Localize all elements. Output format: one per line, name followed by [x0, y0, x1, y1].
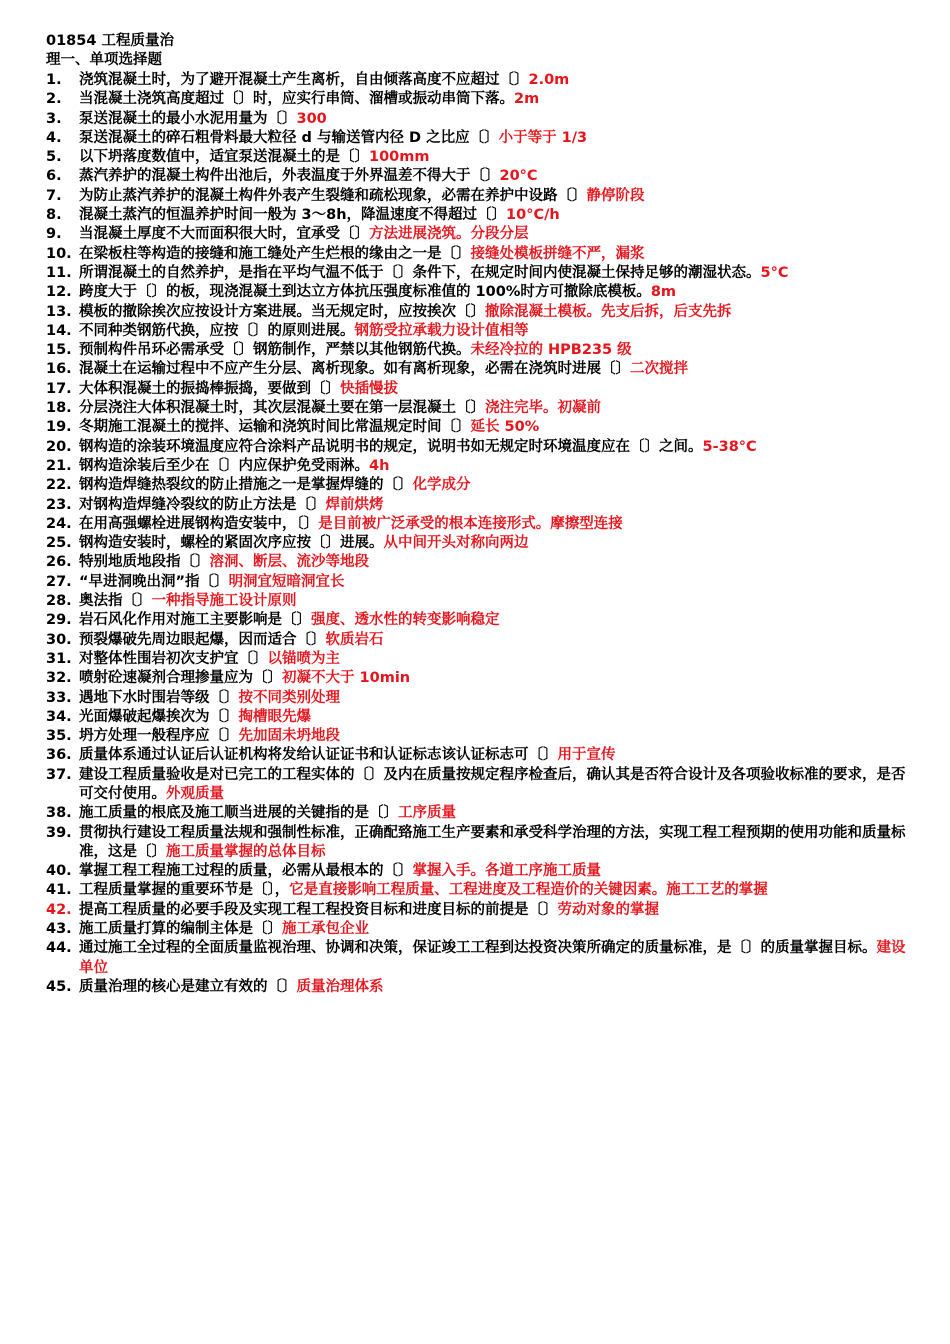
answer-text: 先加固未坍地段 [238, 728, 340, 745]
question-body [79, 438, 906, 457]
question-item [46, 245, 906, 264]
question-number: 13. [46, 303, 72, 320]
question-text: 不同种类钢筋代换，应按〔〕的原则进展。 [79, 322, 355, 339]
question-text: 钢构造的涂装环境温度应符合涂料产品说明书的规定，说明书如无规定时环境温度应在〔〕之间。 [79, 438, 703, 455]
question-text: 钢构造焊缝热裂纹的防止措施之一是掌握焊缝的〔〕 [79, 477, 413, 494]
question-item [46, 187, 906, 206]
question-text: 蒸汽养护的混凝土构件出池后，外表温度于外界温差不得大于〔〕 [79, 168, 500, 185]
question-number: 5. [46, 149, 62, 166]
question-body [79, 264, 906, 283]
question-item [46, 611, 906, 630]
answer-text: 是目前被广泛承受的根本连接形式。摩擦型连接 [318, 515, 623, 532]
question-body [79, 631, 906, 650]
question-body [79, 881, 906, 900]
question-item [46, 322, 906, 341]
question-number: 36. [46, 747, 72, 764]
question-text: 钢构造安装时，螺栓的紧固次序应按〔〕进展。 [79, 535, 384, 552]
answer-text: 10°C/h [506, 207, 560, 224]
question-number: 31. [46, 650, 72, 667]
question-item [46, 592, 906, 611]
question-number: 19. [46, 419, 72, 436]
question-body [79, 669, 906, 688]
question-item [46, 110, 906, 129]
answer-text: 掏槽眼先爆 [238, 708, 311, 725]
question-number: 26. [46, 554, 72, 571]
answer-text: 撤除混凝土模板。先支后拆，后支先拆 [485, 303, 732, 320]
question-item [46, 71, 906, 90]
question-body [79, 534, 906, 553]
question-body [79, 71, 906, 90]
question-item [46, 650, 906, 669]
question-text: 遇地下水时围岩等级〔〕 [79, 689, 239, 706]
question-text: 奥法指〔〕 [79, 593, 152, 610]
question-number: 25. [46, 535, 72, 552]
question-item [46, 167, 906, 186]
question-text: 对钢构造焊缝冷裂纹的防止方法是〔〕 [79, 496, 326, 513]
question-text: 提高工程质量的必要手段及实现工程工程投资目标和进度目标的前提是〔〕 [79, 901, 558, 918]
question-body [79, 862, 906, 881]
question-number: 37. [46, 766, 72, 783]
question-list [46, 71, 906, 997]
section-heading: 理一、单项选择题 [46, 52, 162, 68]
question-item [46, 264, 906, 283]
question-body [79, 418, 906, 437]
answer-text: 外观质量 [166, 785, 224, 802]
answer-text: 劳动对象的掌握 [557, 901, 659, 918]
question-number: 4. [46, 129, 62, 146]
question-item [46, 496, 906, 515]
question-number: 43. [46, 921, 72, 938]
answer-text: 浇注完毕。初凝前 [485, 400, 601, 417]
question-text: “早进洞晚出洞”指〔〕 [79, 573, 229, 590]
question-number: 44. [46, 940, 72, 957]
question-text: 预制构件吊环必需承受〔〕钢筋制作，严禁以其他钢筋代换。 [79, 342, 471, 359]
question-body [79, 380, 906, 399]
question-text: 掌握工程工程施工过程的质量，必需从最根本的〔〕 [79, 863, 413, 880]
question-number: 28. [46, 593, 72, 610]
question-number: 11. [46, 264, 72, 281]
question-body [79, 457, 906, 476]
question-body [79, 245, 906, 264]
question-item [46, 573, 906, 592]
question-body [79, 129, 906, 148]
question-body [79, 90, 906, 109]
question-text: 以下坍落度数值中，适宜泵送混凝土的是〔〕 [79, 149, 369, 166]
question-number: 7. [46, 187, 62, 204]
question-text: 混凝土在运输过程中不应产生分层、离析现象。如有离析现象，必需在浇筑时进展〔〕 [79, 361, 630, 378]
question-text: 特别地质地段指〔〕 [79, 554, 210, 571]
question-number: 39. [46, 824, 72, 841]
question-body [79, 573, 906, 592]
question-text: 施工质量的根底及施工顺当进展的关键指的是〔〕 [79, 805, 398, 822]
answer-text: 8m [650, 284, 677, 301]
question-body [79, 708, 906, 727]
question-item [46, 862, 906, 881]
question-item [46, 553, 906, 572]
question-number: 6. [46, 168, 62, 185]
question-text: 当混凝土厚度不大而面积很大时，宜承受〔〕 [79, 226, 369, 243]
question-number: 12. [46, 284, 72, 301]
answer-text: 300 [296, 110, 327, 127]
question-body [79, 206, 906, 225]
question-item [46, 438, 906, 457]
question-number: 32. [46, 670, 72, 687]
question-number: 22. [46, 477, 72, 494]
answer-text: 施工承包企业 [282, 921, 369, 938]
question-item [46, 515, 906, 534]
question-text: 泵送混凝土的最小水泥用量为〔〕 [79, 110, 297, 127]
question-item [46, 534, 906, 553]
question-text: 跨度大于〔〕的板，现浇混凝土到达立方体抗压强度标准值的 100%时方可撤除底模板。 [79, 284, 651, 301]
question-body [79, 496, 906, 515]
answer-text: 2.0m [528, 72, 570, 88]
question-item [46, 457, 906, 476]
question-text: 钢构造涂装后至少在〔〕内应保护免受雨淋。 [79, 457, 369, 474]
question-number: 29. [46, 612, 72, 629]
question-number: 15. [46, 342, 72, 359]
answer-text: 静停阶段 [586, 187, 645, 204]
question-body [79, 360, 906, 379]
answer-text: 5-38°C [702, 438, 757, 455]
question-item [46, 939, 906, 978]
question-number: 21. [46, 457, 72, 474]
question-text: 混凝土蒸汽的恒温养护时间一般为 3～8h，降温速度不得超过〔〕 [79, 207, 507, 224]
answer-text: 二次搅拌 [630, 361, 688, 378]
question-body [79, 515, 906, 534]
question-text: 工程质量掌握的重要环节是〔〕， [79, 882, 290, 899]
answer-text: 掌握入手。各道工序施工质量 [412, 863, 601, 880]
answer-text: 快插慢拔 [340, 380, 398, 397]
question-number: 30. [46, 631, 72, 648]
question-body [79, 611, 906, 630]
answer-text: 焊前烘烤 [325, 496, 384, 513]
question-number: 24. [46, 515, 72, 532]
question-text: 冬期施工混凝土的搅拌、运输和浇筑时间比常温规定时间〔〕 [79, 419, 471, 436]
question-body [79, 225, 906, 244]
question-number: 2. [46, 91, 62, 108]
question-body [79, 322, 906, 341]
question-body [79, 901, 906, 920]
answer-text: 方法进展浇筑。分段分层 [369, 226, 529, 243]
question-item [46, 225, 906, 244]
question-item [46, 90, 906, 109]
question-body [79, 303, 906, 322]
question-item [46, 689, 906, 708]
question-body [79, 283, 906, 302]
question-text: 贯彻执行建设工程质量法规和强制性标准，正确配臵施工生产要素和承受科学治理的方法，实现工程工程预期的使用功能和质量标准，这是〔〕 [79, 824, 906, 860]
question-item [46, 380, 906, 399]
answer-text: 100mm [369, 149, 430, 166]
answer-text: 2m [514, 91, 540, 108]
question-body [79, 939, 906, 978]
answer-text: 20°C [499, 168, 538, 185]
answer-text: 从中间开头对称向两边 [383, 535, 529, 552]
question-item [46, 901, 906, 920]
question-item [46, 148, 906, 167]
answer-text: 溶洞、断层、流沙等地段 [209, 554, 369, 571]
question-number: 14. [46, 322, 72, 339]
question-item [46, 360, 906, 379]
answer-text: 延长 50% [470, 419, 540, 436]
question-text: 在梁板柱等构造的接缝和施工缝处产生烂根的缘由之一是〔〕 [79, 245, 471, 262]
question-number: 38. [46, 805, 72, 822]
document-page [46, 32, 906, 997]
question-body [79, 824, 906, 863]
question-item [46, 399, 906, 418]
question-number: 18. [46, 400, 72, 417]
answer-text: 按不同类别处理 [238, 689, 340, 706]
question-item [46, 881, 906, 900]
question-body [79, 341, 906, 360]
answer-text: 建设单位 [79, 940, 906, 976]
question-text: 施工质量打算的编制主体是〔〕 [79, 921, 282, 938]
question-text: 分层浇注大体积混凝土时，其次层混凝土要在第一层混凝土〔〕 [79, 400, 485, 417]
question-item [46, 476, 906, 495]
question-number: 27. [46, 573, 72, 590]
question-number: 9. [46, 226, 62, 243]
question-item [46, 746, 906, 765]
question-text: 喷射砼速凝剂合理掺量应为〔〕 [79, 670, 282, 687]
answer-text: 强度、透水性的转变影响稳定 [311, 612, 500, 629]
question-body [79, 920, 906, 939]
question-number: 3. [46, 110, 62, 127]
question-number: 16. [46, 361, 72, 378]
question-item [46, 341, 906, 360]
question-text: 在用高强螺栓进展钢构造安装中，〔〕 [79, 515, 319, 532]
question-body [79, 110, 906, 129]
question-number: 17. [46, 380, 72, 397]
question-number: 8. [46, 207, 62, 224]
answer-text: 质量治理体系 [296, 978, 384, 995]
question-number: 42. [46, 901, 72, 918]
question-body [79, 148, 906, 167]
question-body [79, 978, 906, 997]
question-item [46, 631, 906, 650]
question-number: 45. [46, 978, 72, 995]
answer-text: 它是直接影响工程质量、工程进度及工程造价的关键因素。施工工艺的掌握 [289, 882, 768, 899]
answer-text: 一种指导施工设计原则 [151, 593, 297, 610]
question-body [79, 727, 906, 746]
question-item [46, 669, 906, 688]
question-number: 40. [46, 863, 72, 880]
question-text: 浇筑混凝土时，为了避开混凝土产生离析，自由倾落高度不应超过〔〕 [79, 72, 529, 88]
answer-text: 4h [369, 457, 390, 474]
question-number: 34. [46, 708, 72, 725]
question-number: 10. [46, 245, 72, 262]
answer-text: 施工质量掌握的总体目标 [166, 843, 326, 860]
question-text: 为防止蒸汽养护的混凝土构件外表产生裂缝和疏松现象，必需在养护中设路〔〕 [79, 187, 587, 204]
question-text: 质量治理的核心是建立有效的〔〕 [79, 978, 297, 995]
question-text: 通过施工全过程的全面质量监视治理、协调和决策，保证竣工工程到达投资决策所确定的质量标准，是〔〕的质量掌握目标。 [79, 940, 877, 957]
answer-text: 钢筋受拉承载力设计值相等 [354, 322, 529, 339]
answer-text: 未经冷拉的 HPB235 级 [470, 342, 632, 359]
question-body [79, 689, 906, 708]
question-item [46, 727, 906, 746]
question-text: 坍方处理一般程序应〔〕 [79, 728, 239, 745]
question-text: 建设工程质量验收是对已完工的工程实体的〔〕及内在质量按规定程序检查后，确认其是否符合设计及各项验收标准的要求，是否可交付使用。 [79, 766, 906, 802]
question-body [79, 746, 906, 765]
question-text: 光面爆破起爆挨次为〔〕 [79, 708, 239, 725]
question-number: 33. [46, 689, 72, 706]
question-text: 泵送混凝土的碎石粗骨料最大粒径 d 与输送管内径 D 之比应〔〕 [79, 129, 499, 146]
question-number: 35. [46, 728, 72, 745]
question-body [79, 187, 906, 206]
question-body [79, 766, 906, 805]
question-item [46, 283, 906, 302]
answer-text: 接缝处模板拼缝不严，漏浆 [470, 245, 645, 262]
question-item [46, 418, 906, 437]
answer-text: 用于宣传 [557, 747, 616, 764]
question-number: 23. [46, 496, 72, 513]
question-text: 大体积混凝土的振捣棒振捣，要做到〔〕 [79, 380, 340, 397]
question-item [46, 303, 906, 322]
question-item [46, 920, 906, 939]
question-body [79, 167, 906, 186]
answer-text: 以锚喷为主 [267, 650, 340, 667]
question-item [46, 129, 906, 148]
question-item [46, 708, 906, 727]
question-text: 岩石风化作用对施工主要影响是〔〕 [79, 612, 311, 629]
question-item [46, 206, 906, 225]
question-body [79, 553, 906, 572]
answer-text: 软质岩石 [325, 631, 384, 648]
question-body [79, 592, 906, 611]
document-title: 01854 工程质量治 [46, 33, 174, 49]
answer-text: 化学成分 [412, 477, 471, 494]
question-item [46, 978, 906, 997]
answer-text: 工序质量 [398, 805, 456, 822]
question-text: 质量体系通过认证后认证机构将发给认证证书和认证标志该认证标志可〔〕 [79, 747, 558, 764]
question-number: 1. [46, 72, 62, 88]
question-item [46, 824, 906, 863]
question-body [79, 804, 906, 823]
question-number: 20. [46, 438, 72, 455]
question-number: 41. [46, 882, 72, 899]
question-body [79, 476, 906, 495]
answer-text: 初凝不大于 10min [282, 670, 411, 687]
question-text: 所谓混凝土的自然养护，是指在平均气温不低于〔〕条件下，在规定时间内使混凝土保持足够的潮湿状态。 [79, 264, 761, 281]
question-text: 对整体性围岩初次支护宜〔〕 [79, 650, 268, 667]
answer-text: 5°C [760, 264, 789, 281]
question-text: 当混凝土浇筑高度超过〔〕时，应实行串筒、溜槽或振动串筒下落。 [79, 91, 514, 108]
question-text: 模板的撤除挨次应按设计方案进展。当无规定时，应按挨次〔〕 [79, 303, 485, 320]
question-text: 预裂爆破先周边眼起爆，因而适合〔〕 [79, 631, 326, 648]
question-item [46, 766, 906, 805]
question-body [79, 399, 906, 418]
question-item [46, 804, 906, 823]
question-body [79, 650, 906, 669]
answer-text: 小于等于 1/3 [498, 129, 588, 146]
answer-text: 明洞宜短暗洞宜长 [228, 573, 345, 590]
